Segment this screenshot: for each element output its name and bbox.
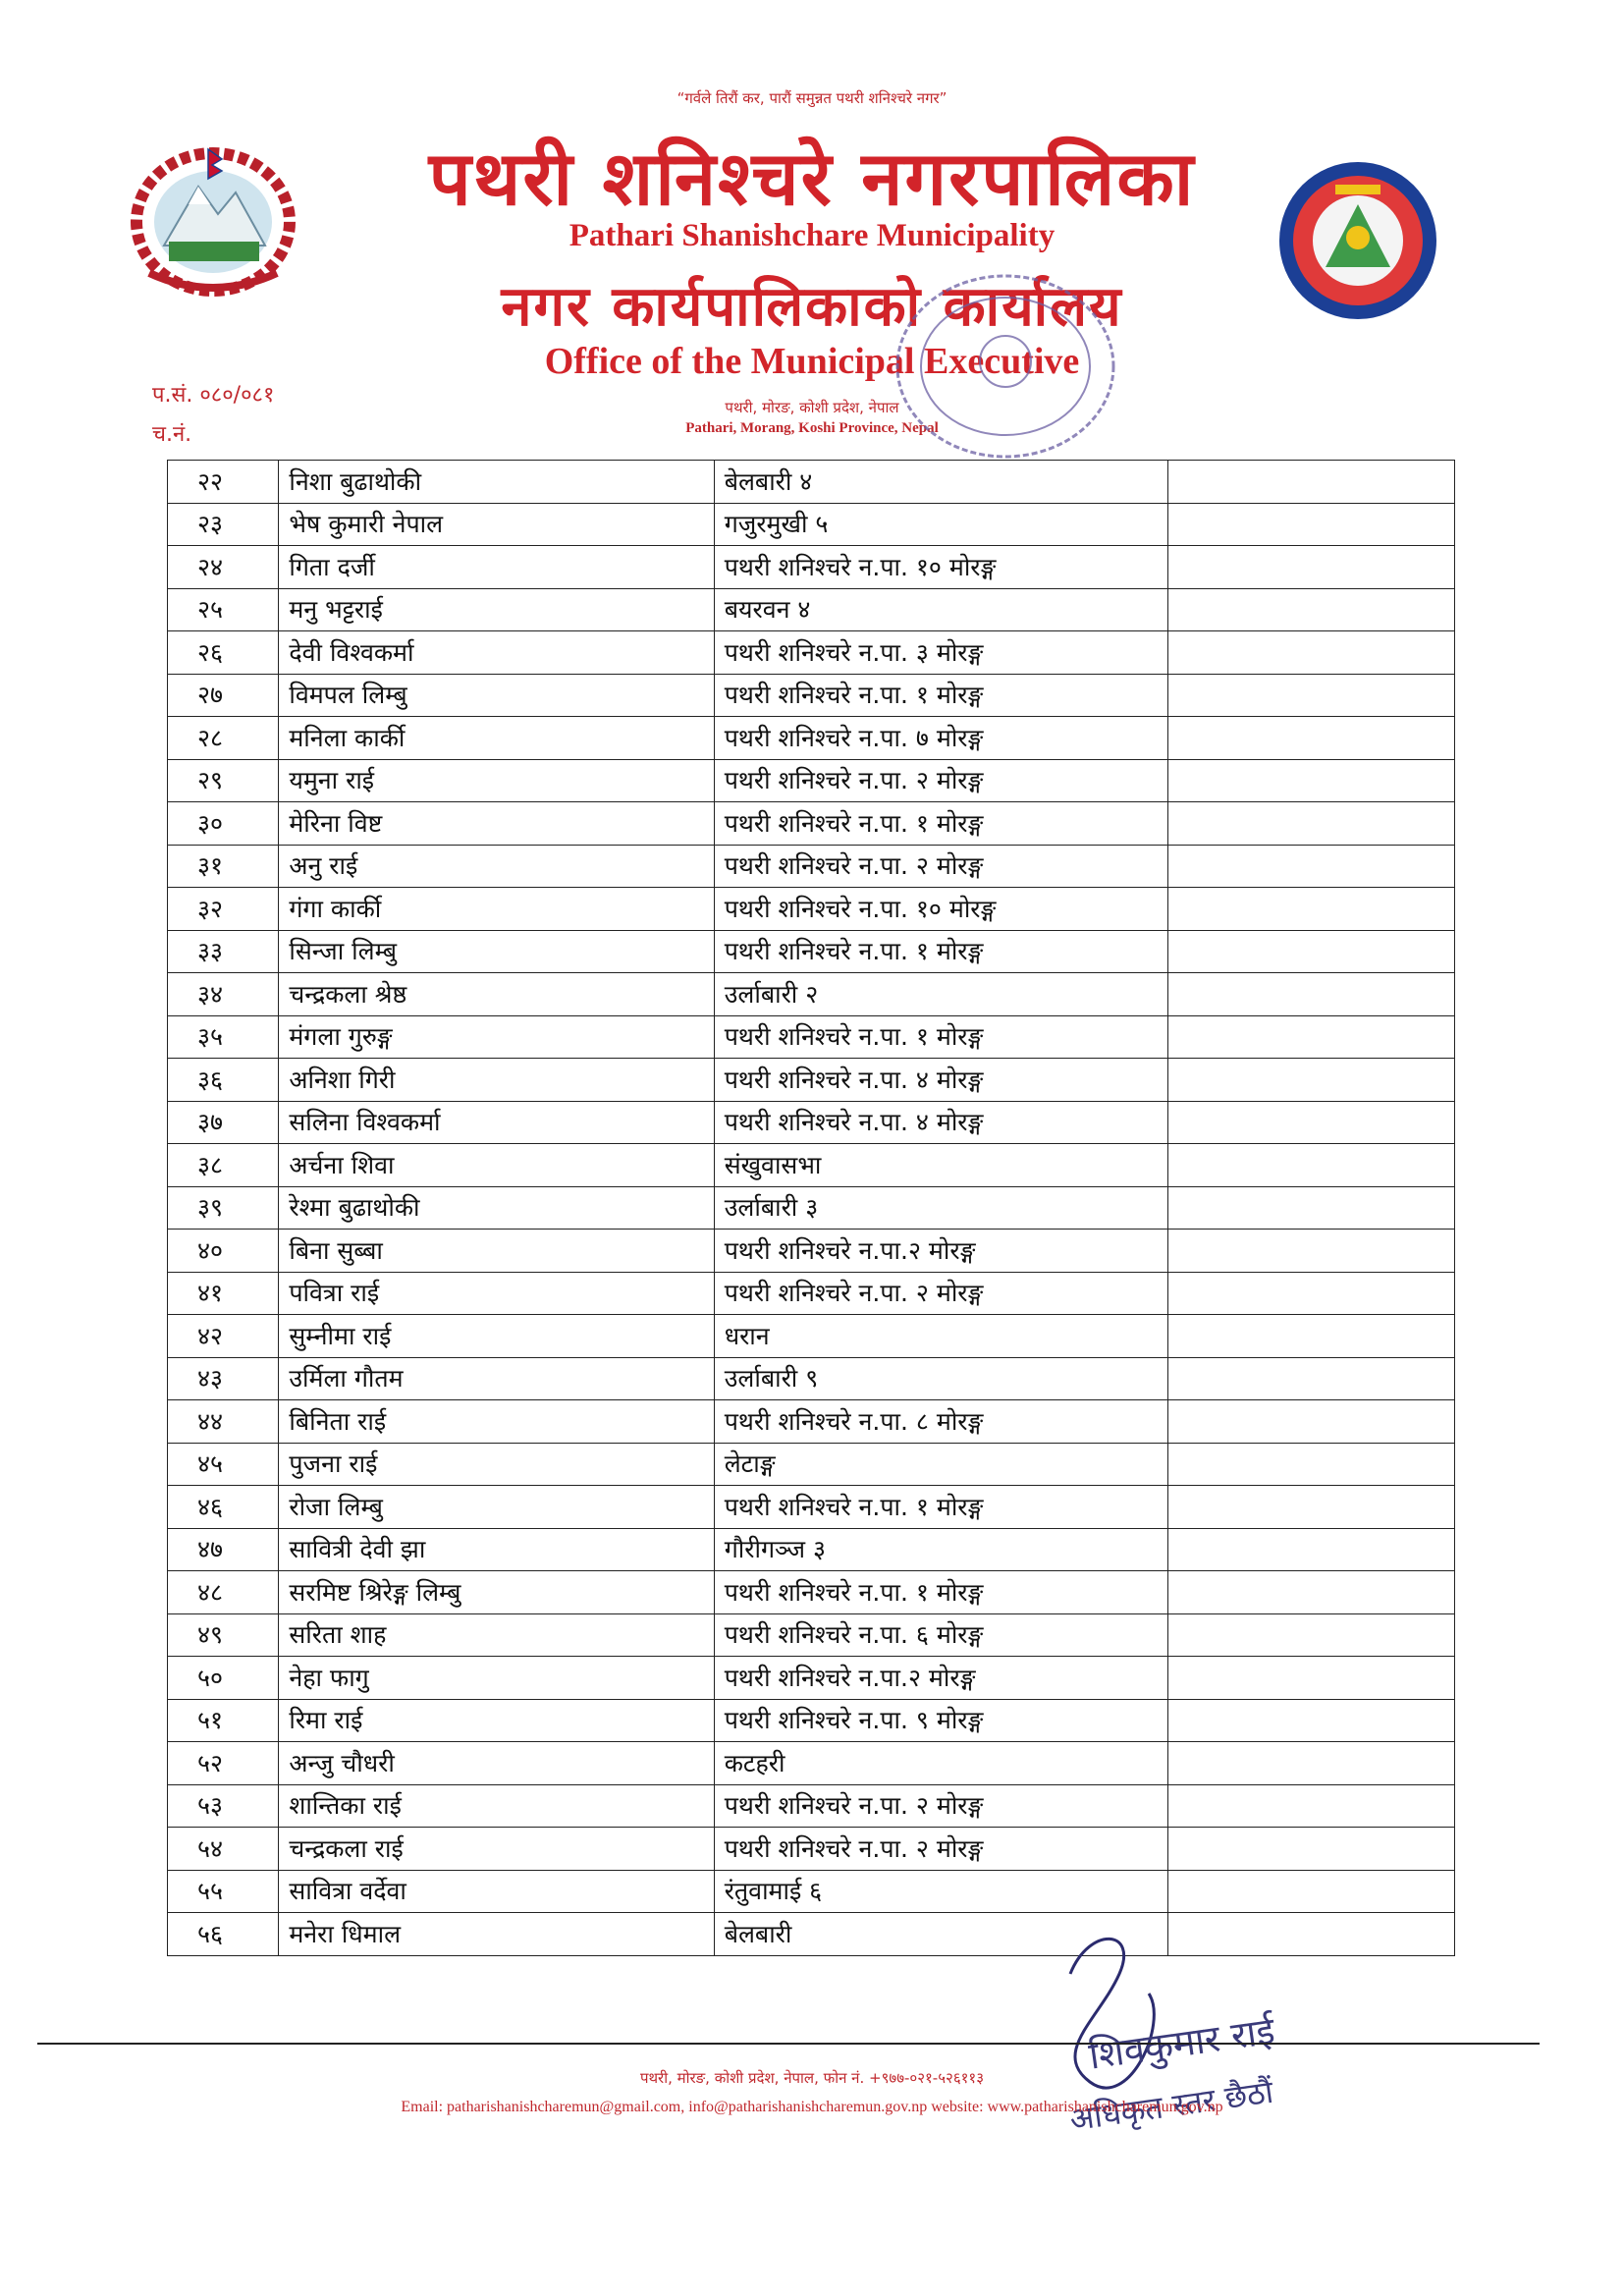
name-cell: मनिला कार्की	[279, 717, 714, 760]
remarks-cell	[1168, 1657, 1455, 1700]
serial-number-cell: ४९	[168, 1613, 279, 1657]
remarks-cell	[1168, 1357, 1455, 1400]
table-row	[168, 1400, 1455, 1444]
address-cell: बेलबारी	[714, 1913, 1167, 1956]
remarks-cell	[1168, 1443, 1455, 1486]
motto: “गर्वले तिरौं कर, पारौं समुन्नत पथरी शनिश्चरे नगर”	[677, 89, 947, 107]
name-cell: यमुना राई	[279, 759, 714, 802]
serial-number-cell: ५५	[168, 1870, 279, 1913]
remarks-cell	[1168, 845, 1455, 888]
serial-number-cell: २३	[168, 503, 279, 546]
table-row	[168, 1613, 1455, 1657]
serial-number-cell: ४५	[168, 1443, 279, 1486]
address-cell: गौरीगञ्ज ३	[714, 1528, 1167, 1571]
name-cell: मंगला गुरुङ्ग	[279, 1015, 714, 1059]
address-cell: पथरी शनिश्चरे न.पा. २ मोरङ्ग	[714, 759, 1167, 802]
remarks-cell	[1168, 1870, 1455, 1913]
address-cell: उर्लाबारी ३	[714, 1186, 1167, 1230]
address-cell: बेलबारी ४	[714, 461, 1167, 504]
signature-stamp	[1031, 1935, 1384, 2180]
name-cell: गिता दर्जी	[279, 546, 714, 589]
address-cell: पथरी शनिश्चरे न.पा. १ मोरङ्ग	[714, 1486, 1167, 1529]
remarks-cell	[1168, 930, 1455, 973]
name-cell: सरिता शाह	[279, 1613, 714, 1657]
name-cell: सलिना विश्वकर्मा	[279, 1101, 714, 1144]
dispatch-number: च.नं.	[152, 422, 192, 447]
table-row	[168, 888, 1455, 931]
remarks-cell	[1168, 1742, 1455, 1785]
serial-number-cell: ३३	[168, 930, 279, 973]
remarks-cell	[1168, 1486, 1455, 1529]
address-cell: पथरी शनिश्चरे न.पा.२ मोरङ्ग	[714, 1657, 1167, 1700]
address-cell: पथरी शनिश्चरे न.पा.२ मोरङ्ग	[714, 1230, 1167, 1273]
serial-number-cell: ५२	[168, 1742, 279, 1785]
remarks-cell	[1168, 631, 1455, 675]
address-cell: पथरी शनिश्चरे न.पा. २ मोरङ्ग	[714, 845, 1167, 888]
table-row	[168, 930, 1455, 973]
reference-number: प.सं. ०८०/०८१	[152, 383, 275, 408]
name-cell: सुम्नीमा राई	[279, 1315, 714, 1358]
serial-number-cell: ३७	[168, 1101, 279, 1144]
remarks-cell	[1168, 1186, 1455, 1230]
table-row	[168, 461, 1455, 504]
name-cell: शान्तिका राई	[279, 1784, 714, 1828]
remarks-cell	[1168, 503, 1455, 546]
name-cell: रेश्मा बुढाथोकी	[279, 1186, 714, 1230]
remarks-cell	[1168, 1144, 1455, 1187]
serial-number-cell: २६	[168, 631, 279, 675]
name-cell: मनु भट्टराई	[279, 588, 714, 631]
office-seal-icon	[888, 263, 1123, 469]
table-row	[168, 845, 1455, 888]
table-row	[168, 1784, 1455, 1828]
remarks-cell	[1168, 973, 1455, 1016]
remarks-cell	[1168, 717, 1455, 760]
name-cell: विमपल लिम्बु	[279, 674, 714, 717]
serial-number-cell: ४१	[168, 1272, 279, 1315]
remarks-cell	[1168, 802, 1455, 846]
office-title-nepali: नगर कार्यपालिकाको कार्यालय	[501, 275, 1123, 339]
serial-number-cell: ३५	[168, 1015, 279, 1059]
table-row	[168, 802, 1455, 846]
table-row	[168, 1101, 1455, 1144]
table-row	[168, 759, 1455, 802]
address-cell: पथरी शनिश्चरे न.पा. १ मोरङ्ग	[714, 930, 1167, 973]
serial-number-cell: ३१	[168, 845, 279, 888]
name-cell: पवित्रा राई	[279, 1272, 714, 1315]
remarks-cell	[1168, 1101, 1455, 1144]
table-row	[168, 1528, 1455, 1571]
address-cell: पथरी शनिश्चरे न.पा. ८ मोरङ्ग	[714, 1400, 1167, 1444]
name-cell: उर्मिला गौतम	[279, 1357, 714, 1400]
municipality-title-nepali: पथरी शनिश्चरे नगरपालिका	[428, 135, 1196, 222]
name-cell: देवी विश्वकर्मा	[279, 631, 714, 675]
table-row	[168, 1443, 1455, 1486]
serial-number-cell: ३९	[168, 1186, 279, 1230]
name-cell: बिनिता राई	[279, 1400, 714, 1444]
remarks-cell	[1168, 1784, 1455, 1828]
remarks-cell	[1168, 1613, 1455, 1657]
table-row	[168, 1357, 1455, 1400]
footer-divider	[37, 2043, 1540, 2045]
remarks-cell	[1168, 1699, 1455, 1742]
municipality-logo-icon	[1274, 157, 1441, 324]
table-row	[168, 1742, 1455, 1785]
address-nepali: पथरी, मोरङ, कोशी प्रदेश, नेपाल	[725, 399, 899, 416]
name-cell: पुजना राई	[279, 1443, 714, 1486]
table-row	[168, 1486, 1455, 1529]
address-english: Pathari, Morang, Koshi Province, Nepal	[685, 420, 939, 436]
address-cell: गजुरमुखी ५	[714, 503, 1167, 546]
remarks-cell	[1168, 1272, 1455, 1315]
remarks-cell	[1168, 759, 1455, 802]
table-row	[168, 546, 1455, 589]
serial-number-cell: ४३	[168, 1357, 279, 1400]
table-row	[168, 1571, 1455, 1614]
address-cell: लेटाङ्ग	[714, 1443, 1167, 1486]
serial-number-cell: ५६	[168, 1913, 279, 1956]
remarks-cell	[1168, 1828, 1455, 1871]
serial-number-cell: ४२	[168, 1315, 279, 1358]
beneficiary-table	[167, 460, 1455, 1956]
remarks-cell	[1168, 1230, 1455, 1273]
name-cell: रोजा लिम्बु	[279, 1486, 714, 1529]
address-cell: पथरी शनिश्चरे न.पा. ४ मोरङ्ग	[714, 1059, 1167, 1102]
address-cell: बयरवन ४	[714, 588, 1167, 631]
serial-number-cell: २७	[168, 674, 279, 717]
address-cell: पथरी शनिश्चरे न.पा. ४ मोरङ्ग	[714, 1101, 1167, 1144]
address-cell: पथरी शनिश्चरे न.पा. १० मोरङ्ग	[714, 546, 1167, 589]
address-cell: रंतुवामाई ६	[714, 1870, 1167, 1913]
serial-number-cell: ४६	[168, 1486, 279, 1529]
table-row	[168, 588, 1455, 631]
name-cell: चन्द्रकला राई	[279, 1828, 714, 1871]
address-cell: पथरी शनिश्चरे न.पा. ९ मोरङ्ग	[714, 1699, 1167, 1742]
remarks-cell	[1168, 588, 1455, 631]
table-row	[168, 674, 1455, 717]
serial-number-cell: ३६	[168, 1059, 279, 1102]
address-cell: पथरी शनिश्चरे न.पा. २ मोरङ्ग	[714, 1828, 1167, 1871]
remarks-cell	[1168, 546, 1455, 589]
address-cell: पथरी शनिश्चरे न.पा. ७ मोरङ्ग	[714, 717, 1167, 760]
footer-address: पथरी, मोरङ, कोशी प्रदेश, नेपाल, फोन नं. +९७७-०२१-५२६११३	[639, 2069, 985, 2087]
address-cell: धरान	[714, 1315, 1167, 1358]
serial-number-cell: २९	[168, 759, 279, 802]
serial-number-cell: ३४	[168, 973, 279, 1016]
address-cell: पथरी शनिश्चरे न.पा. १ मोरङ्ग	[714, 1571, 1167, 1614]
name-cell: नेहा फागु	[279, 1657, 714, 1700]
address-cell: पथरी शनिश्चरे न.पा. १ मोरङ्ग	[714, 1015, 1167, 1059]
serial-number-cell: ३०	[168, 802, 279, 846]
serial-number-cell: ५४	[168, 1828, 279, 1871]
serial-number-cell: २४	[168, 546, 279, 589]
table-row	[168, 1015, 1455, 1059]
table-row	[168, 1828, 1455, 1871]
signature-title: अधिकृत स्तर छैठौं	[1067, 2072, 1276, 2139]
footer-contact: Email: patharishanishcharemun@gmail.com, info@patharishanishcharemun.gov.np website: www.patharishanishcharemun.gov.np	[401, 2099, 1223, 2115]
municipality-title-english: Pathari Shanishchare Municipality	[568, 218, 1056, 253]
table-row	[168, 1657, 1455, 1700]
office-title-english: Office of the Municipal Executive	[544, 341, 1080, 382]
address-cell: उर्लाबारी ९	[714, 1357, 1167, 1400]
address-cell: पथरी शनिश्चरे न.पा. २ मोरङ्ग	[714, 1272, 1167, 1315]
serial-number-cell: ४७	[168, 1528, 279, 1571]
address-cell: पथरी शनिश्चरे न.पा. १० मोरङ्ग	[714, 888, 1167, 931]
name-cell: रिमा राई	[279, 1699, 714, 1742]
remarks-cell	[1168, 1059, 1455, 1102]
remarks-cell	[1168, 888, 1455, 931]
table-row	[168, 973, 1455, 1016]
signature-name: शिवकुमार राई	[1086, 2008, 1277, 2078]
name-cell: निशा बुढाथोकी	[279, 461, 714, 504]
address-cell: पथरी शनिश्चरे न.पा. १ मोरङ्ग	[714, 674, 1167, 717]
table-row	[168, 1186, 1455, 1230]
serial-number-cell: २२	[168, 461, 279, 504]
name-cell: गंगा कार्की	[279, 888, 714, 931]
address-cell: संखुवासभा	[714, 1144, 1167, 1187]
remarks-cell	[1168, 1528, 1455, 1571]
address-cell: पथरी शनिश्चरे न.पा. ३ मोरङ्ग	[714, 631, 1167, 675]
table-row	[168, 1699, 1455, 1742]
name-cell: अर्चना शिवा	[279, 1144, 714, 1187]
table-row	[168, 503, 1455, 546]
serial-number-cell: २५	[168, 588, 279, 631]
table-row	[168, 1272, 1455, 1315]
name-cell: मेरिना विष्ट	[279, 802, 714, 846]
remarks-cell	[1168, 674, 1455, 717]
table-row	[168, 1315, 1455, 1358]
name-cell: सावित्री देवी झा	[279, 1528, 714, 1571]
table-row	[168, 1059, 1455, 1102]
serial-number-cell: २८	[168, 717, 279, 760]
name-cell: बिना सुब्बा	[279, 1230, 714, 1273]
name-cell: अनिशा गिरी	[279, 1059, 714, 1102]
serial-number-cell: ४०	[168, 1230, 279, 1273]
name-cell: अन्जु चौधरी	[279, 1742, 714, 1785]
table-row	[168, 717, 1455, 760]
serial-number-cell: ३८	[168, 1144, 279, 1187]
serial-number-cell: ५१	[168, 1699, 279, 1742]
remarks-cell	[1168, 461, 1455, 504]
address-cell: कटहरी	[714, 1742, 1167, 1785]
name-cell: चन्द्रकला श्रेष्ठ	[279, 973, 714, 1016]
remarks-cell	[1168, 1015, 1455, 1059]
name-cell: सिन्जा लिम्बु	[279, 930, 714, 973]
name-cell: सावित्रा वर्देवा	[279, 1870, 714, 1913]
serial-number-cell: ५०	[168, 1657, 279, 1700]
name-cell: अनु राई	[279, 845, 714, 888]
remarks-cell	[1168, 1571, 1455, 1614]
serial-number-cell: ५३	[168, 1784, 279, 1828]
serial-number-cell: ३२	[168, 888, 279, 931]
table-row	[168, 1230, 1455, 1273]
name-cell: मनेरा धिमाल	[279, 1913, 714, 1956]
remarks-cell	[1168, 1315, 1455, 1358]
table-row	[168, 1144, 1455, 1187]
name-cell: भेष कुमारी नेपाल	[279, 503, 714, 546]
name-cell: सरमिष्ट श्रिरेङ्ग लिम्बु	[279, 1571, 714, 1614]
table-row	[168, 1870, 1455, 1913]
address-cell: पथरी शनिश्चरे न.पा. १ मोरङ्ग	[714, 802, 1167, 846]
serial-number-cell: ४८	[168, 1571, 279, 1614]
address-cell: पथरी शनिश्चरे न.पा. ६ मोरङ्ग	[714, 1613, 1167, 1657]
serial-number-cell: ४४	[168, 1400, 279, 1444]
table-row	[168, 631, 1455, 675]
table-body	[168, 461, 1455, 1956]
address-cell: पथरी शनिश्चरे न.पा. २ मोरङ्ग	[714, 1784, 1167, 1828]
address-cell: उर्लाबारी २	[714, 973, 1167, 1016]
remarks-cell	[1168, 1400, 1455, 1444]
